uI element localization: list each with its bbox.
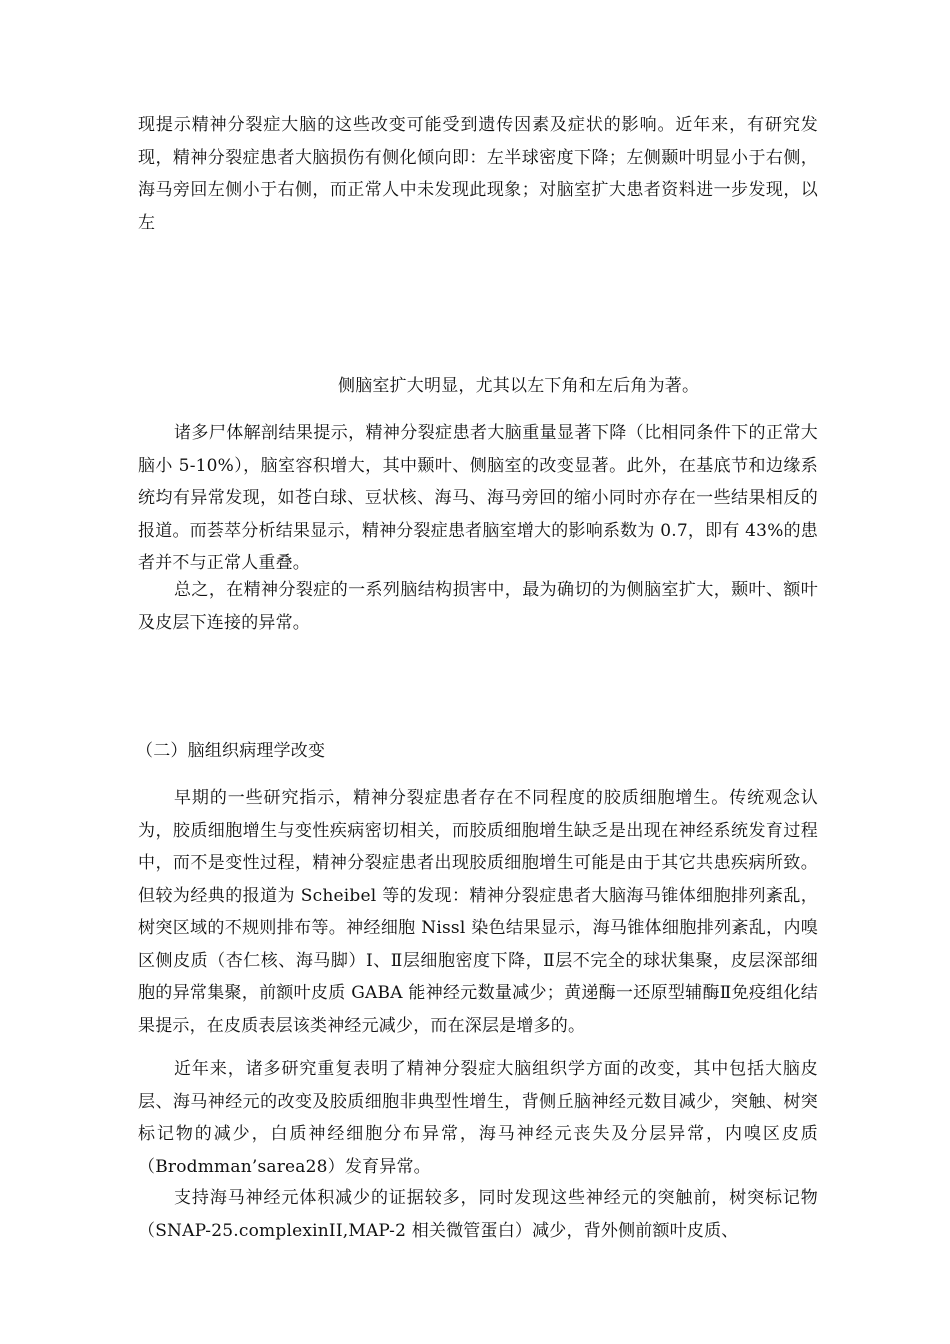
paragraph-recent-studies: 近年来，诸多研究重复表明了精神分裂症大脑组织学方面的改变，其中包括大脑皮层、海马神经元的改变及胶质细胞非典型性增生，背侧丘脑神经元数目减少，突触、树突标记物的减少，白质神经细胞分布异常，海马神经元丧失及分层异常，内嗅区皮质（Brodmman’sarea28）发育异常。 [138, 1059, 818, 1177]
paragraph-glial-proliferation: 早期的一些研究指示，精神分裂症患者存在不同程度的胶质细胞增生。传统观念认为，胶质细胞增生与变性疾病密切相关，而胶质细胞增生缺乏是出现在神经系统发育过程中，而不是变性过程，精神分裂症患者出现胶质细胞增生可能是由于其它共患疾病所致。但较为经典的报道为 Scheibel 等的发现：精神分裂症患者大脑海马锥体细胞排列紊乱，树突区域的不规则排布等。神经细胞 Nissl 染色结果显示，海马锥体细胞排列紊乱，内嗅区侧皮质（杏仁核、海马脚）Ⅰ、Ⅱ层细胞密度下降，Ⅱ层不完全的球状集聚，皮层深部细胞的异常集聚，前额叶皮质 GABA 能神经元数量减少；黄递酶一还原型辅酶Ⅱ免疫组化结果提示，在皮质表层该类神经元减少，而在深层是增多的。 [138, 788, 818, 1036]
paragraph-lateralization: 现提示精神分裂症大脑的这些改变可能受到遗传因素及症状的影响。近年来，有研究发现，精神分裂症患者大脑损伤有侧化倾向即：左半球密度下降；左侧颞叶明显小于右侧，海马旁回左侧小于右侧，而正常人中未发现此现象；对脑室扩大患者资料进一步发现，以左 [138, 115, 818, 233]
paragraph-hippocampal-neurons: 支持海马神经元体积减少的证据较多，同时发现这些神经元的突触前，树突标记物（SNAP-25.complexinII,MAP-2 相关微管蛋白）减少，背外侧前额叶皮质、 [138, 1188, 818, 1241]
paragraph-ventricle-continuation: 侧脑室扩大明显，尤其以左下角和左后角为著。 [338, 376, 700, 396]
paragraph-summary: 总之，在精神分裂症的一系列脑结构损害中，最为确切的为侧脑室扩大，颞叶、额叶及皮层下连接的异常。 [138, 580, 818, 633]
paragraph-autopsy-findings: 诸多尸体解剖结果提示，精神分裂症患者大脑重量显著下降（比相同条件下的正常大脑小 5-10%），脑室容积增大，其中颞叶、侧脑室的改变显著。此外，在基底节和边缘系统均有异常发现，如苍白球、豆状核、海马、海马旁回的缩小同时亦存在一些结果相反的报道。而荟萃分析结果显示，精神分裂症患者脑室增大的影响系数为 0.7，即有 43%的患者并不与正常人重叠。 [138, 423, 818, 573]
section-heading: （二）脑组织病理学改变 [136, 741, 326, 761]
